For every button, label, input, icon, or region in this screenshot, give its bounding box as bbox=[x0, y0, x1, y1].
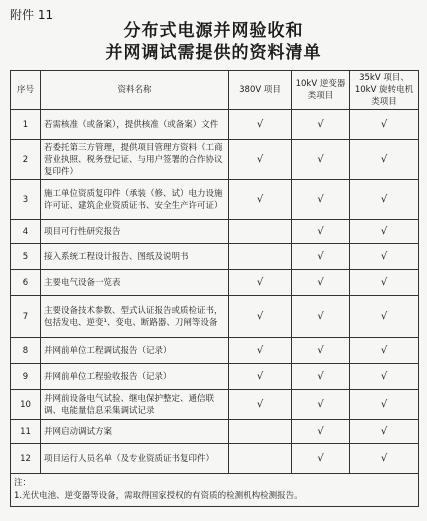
table-row bbox=[11, 390, 419, 420]
check-10kv-inverter: √ bbox=[292, 140, 350, 180]
check-35kv: √ bbox=[350, 296, 419, 338]
attachment-label: 附件 11 bbox=[10, 8, 54, 22]
check-380v: √ bbox=[229, 180, 292, 220]
check-35kv: √ bbox=[350, 270, 419, 296]
table-row bbox=[11, 244, 419, 270]
note-cell bbox=[11, 474, 419, 507]
header-35kv: 35kV 项目、10kV 旋转电机类项目 bbox=[350, 71, 419, 110]
check-35kv: √ bbox=[350, 244, 419, 270]
row-material-name: 并网前单位工程验收报告（记录） bbox=[41, 364, 229, 390]
row-material-name: 若委托第三方管理，提供项目管理方资料（工商营业执照、税务登记证、与用户签署的合作协议复印件） bbox=[41, 140, 229, 180]
row-number: 3 bbox=[11, 180, 41, 220]
check-35kv: √ bbox=[350, 180, 419, 220]
table-row bbox=[11, 338, 419, 364]
check-10kv-inverter: √ bbox=[292, 220, 350, 244]
row-material-name: 并网前单位工程调试报告（记录） bbox=[41, 338, 229, 364]
check-35kv: √ bbox=[350, 444, 419, 474]
check-380v: √ bbox=[229, 338, 292, 364]
check-10kv-inverter: √ bbox=[292, 444, 350, 474]
check-380v: √ bbox=[229, 110, 292, 140]
row-material-name: 项目可行性研究报告 bbox=[41, 220, 229, 244]
check-35kv: √ bbox=[350, 390, 419, 420]
row-number: 5 bbox=[11, 244, 41, 270]
note-row bbox=[11, 474, 419, 507]
note-text: 1.光伏电池、逆变器等设备，需取得国家授权的有资质的检测机构检测报告。 bbox=[14, 491, 303, 501]
check-380v: √ bbox=[229, 270, 292, 296]
row-material-name: 并网启动调试方案 bbox=[41, 420, 229, 444]
table-row bbox=[11, 140, 419, 180]
header-name: 资料名称 bbox=[41, 71, 229, 110]
table-row bbox=[11, 220, 419, 244]
check-35kv: √ bbox=[350, 338, 419, 364]
row-material-name: 并网前设备电气试验、继电保护整定、通信联调、电能量信息采集调试记录 bbox=[41, 390, 229, 420]
check-35kv: √ bbox=[350, 140, 419, 180]
row-number: 7 bbox=[11, 296, 41, 338]
check-380v bbox=[229, 244, 292, 270]
check-35kv: √ bbox=[350, 220, 419, 244]
check-380v: √ bbox=[229, 364, 292, 390]
check-10kv-inverter: √ bbox=[292, 270, 350, 296]
row-number: 6 bbox=[11, 270, 41, 296]
row-material-name: 项目运行人员名单（及专业资质证书复印件） bbox=[41, 444, 229, 474]
table-header-row bbox=[11, 71, 419, 110]
row-number: 4 bbox=[11, 220, 41, 244]
row-number: 11 bbox=[11, 420, 41, 444]
check-10kv-inverter: √ bbox=[292, 364, 350, 390]
document-title-line2: 并网调试需提供的资料清单 bbox=[105, 43, 322, 63]
note-label: 注： bbox=[14, 478, 32, 488]
table-row bbox=[11, 270, 419, 296]
check-10kv-inverter: √ bbox=[292, 180, 350, 220]
check-10kv-inverter: √ bbox=[292, 338, 350, 364]
check-380v: √ bbox=[229, 390, 292, 420]
table-row bbox=[11, 296, 419, 338]
row-material-name: 若需核准（或备案），提供核准（或备案）文件 bbox=[41, 110, 229, 140]
row-number: 2 bbox=[11, 140, 41, 180]
table-row bbox=[11, 180, 419, 220]
check-380v: √ bbox=[229, 140, 292, 180]
check-380v bbox=[229, 420, 292, 444]
row-number: 10 bbox=[11, 390, 41, 420]
row-number: 1 bbox=[11, 110, 41, 140]
check-380v bbox=[229, 220, 292, 244]
document-title-line1: 分布式电源并网验收和 bbox=[123, 21, 304, 41]
check-35kv: √ bbox=[350, 364, 419, 390]
table-row bbox=[11, 420, 419, 444]
check-10kv-inverter: √ bbox=[292, 110, 350, 140]
row-material-name: 主要电气设备一览表 bbox=[41, 270, 229, 296]
check-10kv-inverter: √ bbox=[292, 244, 350, 270]
check-10kv-inverter: √ bbox=[292, 420, 350, 444]
table-row bbox=[11, 444, 419, 474]
row-material-name: 接入系统工程设计报告、图纸及说明书 bbox=[41, 244, 229, 270]
check-10kv-inverter: √ bbox=[292, 296, 350, 338]
header-no: 序号 bbox=[11, 71, 41, 110]
row-material-name: 施工单位资质复印件（承装（修、试）电力设施许可证、建筑企业资质证书、安全生产许可证） bbox=[41, 180, 229, 220]
check-35kv: √ bbox=[350, 420, 419, 444]
check-35kv: √ bbox=[350, 110, 419, 140]
header-380v: 380V 项目 bbox=[229, 71, 292, 110]
check-380v: √ bbox=[229, 296, 292, 338]
header-10kv-inverter: 10kV 逆变器类项目 bbox=[292, 71, 350, 110]
table-row bbox=[11, 364, 419, 390]
row-number: 12 bbox=[11, 444, 41, 474]
row-number: 9 bbox=[11, 364, 41, 390]
table-row bbox=[11, 110, 419, 140]
check-10kv-inverter: √ bbox=[292, 390, 350, 420]
row-material-name: 主要设备技术参数、型式认证报告或质检证书，包括发电、逆变¹、变电、断路器、刀闸等设备 bbox=[41, 296, 229, 338]
materials-table bbox=[10, 70, 419, 507]
row-number: 8 bbox=[11, 338, 41, 364]
check-380v bbox=[229, 444, 292, 474]
